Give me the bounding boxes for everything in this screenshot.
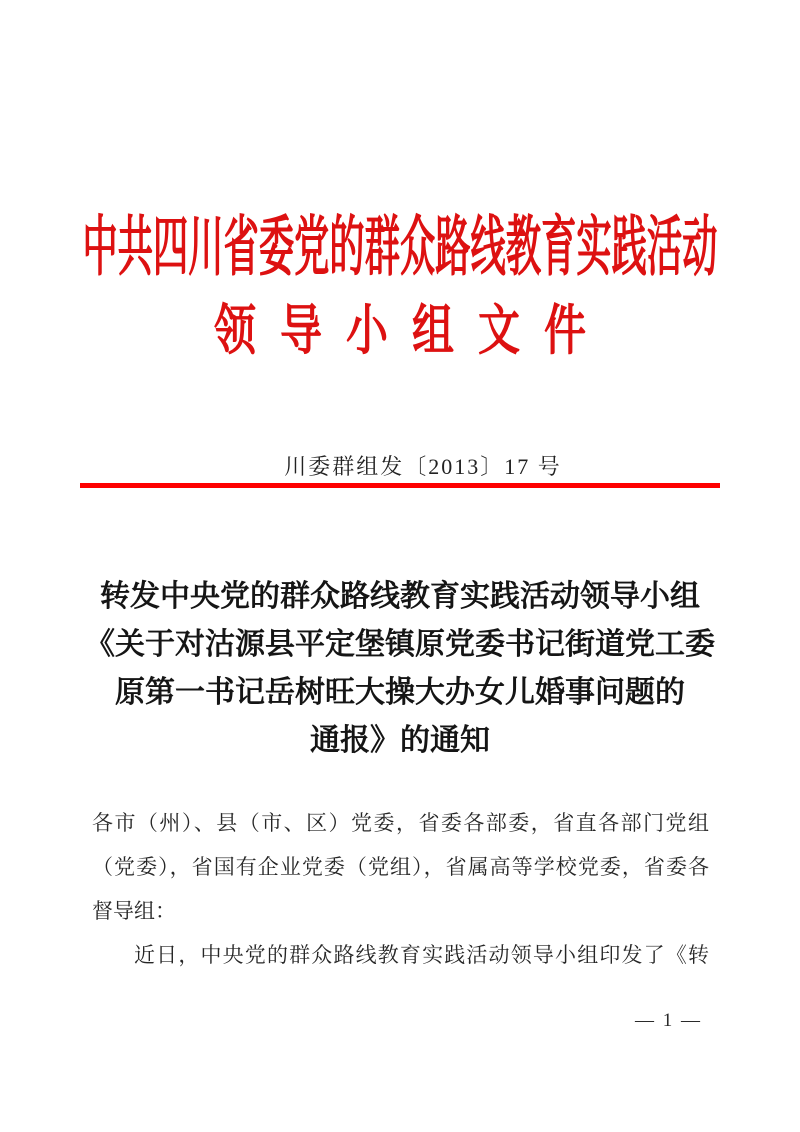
letterhead-doc-type: 领导小组文件 [213,302,610,363]
document-title [60,573,740,765]
salutation-line-2: （党委），省国有企业党委（党组），省属高等学校党委，省委各 [92,855,709,879]
title-line-3: 原第一书记岳树旺大操大办女儿婚事问题的 [115,676,685,709]
document-body [92,801,709,977]
title-line-1: 转发中央党的群众路线教育实践活动领导小组 [100,580,700,613]
body-paragraph-line-1: 近日，中央党的群众路线教育实践活动领导小组印发了《转 [134,943,709,967]
page-number: — 1 — [635,1010,702,1031]
title-line-2: 《关于对沽源县平定堡镇原党委书记街道党工委 [85,628,715,661]
red-divider-line [80,483,720,488]
letterhead-org-line: 中共四川省委党的群众路线教育实践活动 [82,213,718,285]
salutation-line-1: 各市（州）、县（市、区）党委，省委各部委，省直各部门党组 [92,811,709,835]
document-number: 川委群组发〔2013〕17 号 [284,454,562,479]
salutation-line-3: 督导组： [92,899,176,923]
title-line-4: 通报》的通知 [310,724,490,757]
